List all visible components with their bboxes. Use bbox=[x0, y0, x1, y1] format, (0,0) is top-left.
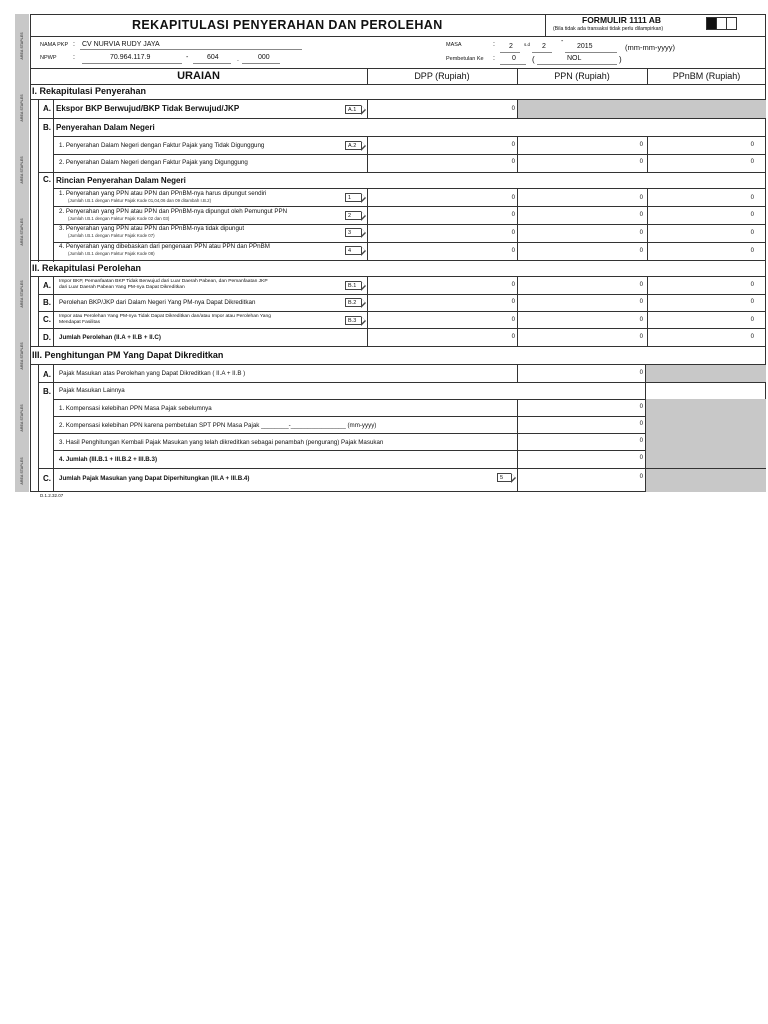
section3-b1-label: 1. Kompensasi kelebihan PPN Masa Pajak sebelumnya bbox=[59, 405, 212, 412]
form-note: (Bila tidak ada transaksi tidak perlu dilampirkan) bbox=[553, 26, 664, 32]
code-a2: A.2 bbox=[345, 141, 361, 150]
section1-c-label: Rincian Penyerahan Dalam Negeri bbox=[56, 176, 186, 185]
pembetulan-paren-close: ) bbox=[619, 55, 622, 64]
section1-c1-ppn: 0 bbox=[639, 195, 643, 201]
section3-a-label: Pajak Masukan atas Perolehan yang Dapat Dikreditkan ( II.A + II.B ) bbox=[59, 370, 246, 377]
section3-b4-value: 0 bbox=[639, 455, 643, 461]
staple-label: AREA STAPLES bbox=[20, 94, 24, 122]
npwp-label: NPWP bbox=[40, 55, 57, 61]
masa-year: 2015 bbox=[577, 43, 593, 50]
page-indicator-box bbox=[726, 17, 737, 30]
section1-b1-ppn: 0 bbox=[639, 142, 643, 148]
section1-c1-label: 1. Penyerahan yang PPN atau PPN dan PPnBM-nya harus dipungut sendiri bbox=[59, 190, 267, 197]
staple-label: AREA STAPLES bbox=[20, 457, 24, 485]
section2-d-ppn: 0 bbox=[639, 334, 643, 340]
npwp-part2: 604 bbox=[207, 54, 219, 61]
form-title: REKAPITULASI PENYERAHAN DAN PEROLEHAN bbox=[132, 18, 443, 32]
staple-area-strip bbox=[15, 14, 29, 492]
pembetulan-text: NOL bbox=[567, 55, 582, 62]
pembetulan-paren-open: ( bbox=[532, 55, 535, 64]
npwp-dash: - bbox=[186, 54, 189, 61]
section2-b-ppnbm: 0 bbox=[750, 299, 754, 305]
section2-title: II. Rekapitulasi Perolehan bbox=[32, 263, 142, 273]
column-header-dpp: DPP (Rupiah) bbox=[414, 71, 470, 81]
masa-format: (mm-mm-yyyy) bbox=[625, 43, 675, 52]
section1-c4-dpp: 0 bbox=[511, 248, 515, 254]
npwp-dot: . bbox=[237, 56, 239, 63]
pembetulan-value: 0 bbox=[512, 55, 516, 62]
section1-c3-ppn: 0 bbox=[639, 230, 643, 236]
masa-to: 2 bbox=[542, 43, 546, 50]
masa-label: MASA bbox=[446, 42, 462, 48]
section3-b2-value: 0 bbox=[639, 421, 643, 427]
footer-code: D.1.2.32.07 bbox=[40, 493, 64, 498]
section3-title: III. Penghitungan PM Yang Dapat Dikreditkan bbox=[32, 350, 224, 360]
shaded-cell bbox=[646, 365, 766, 382]
nama-pkp-value: CV NURVIA RUDY JAYA bbox=[82, 41, 160, 48]
section1-c3-ppnbm: 0 bbox=[750, 230, 754, 236]
section2-c-letter: C. bbox=[43, 315, 51, 324]
section2-c-label: Impor atau Perolehan Yang PM-nya Tidak Dapat Dikreditkan dan/atau Impor atau Perolehan Yang bbox=[59, 314, 271, 319]
masa-dash: - bbox=[561, 38, 564, 45]
section2-a-letter: A. bbox=[43, 281, 51, 290]
section3-a-value: 0 bbox=[639, 370, 643, 376]
npwp-colon: : bbox=[73, 54, 75, 61]
column-header-ppn: PPN (Rupiah) bbox=[554, 71, 610, 81]
section1-b1-dpp: 0 bbox=[511, 142, 515, 148]
section2-a-label2: dari Luar Daerah Pabean Yang PM-nya Dapat Dikreditkan bbox=[59, 285, 185, 290]
npwp-part3: 000 bbox=[258, 54, 270, 61]
section1-c3-dpp: 0 bbox=[511, 230, 515, 236]
pembetulan-label: Pembetulan Ke bbox=[446, 56, 484, 62]
section3-b3-label: 3. Hasil Penghitungan Kembali Pajak Masukan yang telah dikreditkan sebagai penambah (pengurang) Pajak Masukan bbox=[59, 439, 384, 446]
code-b2: B.2 bbox=[345, 298, 361, 307]
section3-c-label: Jumlah Pajak Masukan yang Dapat Diperhitungkan (III.A + III.B.4) bbox=[59, 475, 250, 482]
code-4: 4 bbox=[345, 246, 361, 255]
section1-c1-note: (Jumlah I.B.1 dengan Faktur Pajak Kode 01,04,06 dan 09 ditambah I.B.2) bbox=[68, 198, 212, 203]
code-5: 5 bbox=[497, 473, 511, 482]
section1-c1-ppnbm: 0 bbox=[750, 195, 754, 201]
section1-c3-label: 3. Penyerahan yang PPN atau PPN dan PPnBM-nya tidak dipungut bbox=[59, 225, 245, 232]
section2-d-ppnbm: 0 bbox=[750, 334, 754, 340]
section1-c4-ppn: 0 bbox=[639, 248, 643, 254]
section1-b2-ppnbm: 0 bbox=[750, 159, 754, 165]
section1-c4-label: 4. Penyerahan yang dibebaskan dari pengenaan PPN atau PPN dan PPnBM bbox=[59, 243, 270, 250]
section2-a-ppn: 0 bbox=[639, 282, 643, 288]
section1-c2-dpp: 0 bbox=[511, 212, 515, 218]
section1-a-dpp: 0 bbox=[511, 106, 515, 112]
code-1: 1 bbox=[345, 193, 361, 202]
section1-title: I. Rekapitulasi Penyerahan bbox=[32, 86, 147, 96]
section1-b2-ppn: 0 bbox=[639, 159, 643, 165]
section3-b3-value: 0 bbox=[639, 438, 643, 444]
section1-b2-dpp: 0 bbox=[511, 159, 515, 165]
code-b3: B.3 bbox=[345, 316, 361, 325]
section2-a-label: Impor BKP, Pemanfaatan BKP Tidak Berwujud dari Luar Daerah Pabean, dan Pemanfaatan JKP bbox=[59, 279, 268, 284]
section1-a-letter: A. bbox=[43, 104, 51, 113]
staple-label: AREA STAPLES bbox=[20, 156, 24, 184]
section3-b2-label: 2. Kompensasi kelebihan PPN karena pembetulan SPT PPN Masa Pajak ________-________________ (mm-yyyy) bbox=[59, 422, 377, 429]
section1-b2-label: 2. Penyerahan Dalam Negeri dengan Faktur Pajak yang Digunggung bbox=[59, 159, 248, 166]
pembetulan-colon: : bbox=[493, 55, 495, 62]
masa-from: 2 bbox=[509, 43, 513, 50]
staple-label: AREA STAPLES bbox=[20, 218, 24, 246]
masa-sd: s.d bbox=[524, 42, 531, 47]
column-header-uraian: URAIAN bbox=[177, 70, 220, 82]
code-2: 2 bbox=[345, 211, 361, 220]
section1-c4-note: (Jumlah I.B.1 dengan Faktur Pajak Kode 08) bbox=[68, 251, 155, 256]
section3-c-value: 0 bbox=[639, 474, 643, 480]
section2-b-label: Perolehan BKP/JKP dari Dalam Negeri Yang PM-nya Dapat Dikreditkan bbox=[59, 299, 256, 306]
section1-c-letter: C. bbox=[43, 175, 51, 184]
npwp-part1: 70.964.117.9 bbox=[110, 54, 151, 61]
section1-b1-ppnbm: 0 bbox=[750, 142, 754, 148]
section2-a-dpp: 0 bbox=[511, 282, 515, 288]
section1-b-letter: B. bbox=[43, 123, 51, 132]
section1-c2-note: (Jumlah I.B.1 dengan Faktur Pajak Kode 02 dan 03) bbox=[68, 216, 170, 221]
section3-b-label: Pajak Masukan Lainnya bbox=[59, 387, 125, 394]
form-code: FORMULIR 1111 AB bbox=[582, 15, 662, 25]
code-a1: A.1 bbox=[345, 105, 361, 114]
section2-a-ppnbm: 0 bbox=[750, 282, 754, 288]
code-3: 3 bbox=[345, 228, 361, 237]
section2-d-letter: D. bbox=[43, 333, 51, 342]
staple-label: AREA STAPLES bbox=[20, 342, 24, 370]
section2-b-dpp: 0 bbox=[511, 299, 515, 305]
section1-c4-ppnbm: 0 bbox=[750, 248, 754, 254]
staple-label: AREA STAPLES bbox=[20, 280, 24, 308]
staple-label: AREA STAPLES bbox=[20, 404, 24, 432]
section3-b4-label: 4. Jumlah (III.B.1 + III.B.2 + III.B.3) bbox=[59, 456, 157, 463]
section1-c3-note: (Jumlah I.B.1 dengan Faktur Pajak Kode 07) bbox=[68, 233, 155, 238]
section1-c1-dpp: 0 bbox=[511, 195, 515, 201]
section3-b-letter: B. bbox=[43, 387, 51, 396]
section2-b-ppn: 0 bbox=[639, 299, 643, 305]
shaded-cell bbox=[646, 469, 766, 492]
shaded-cell bbox=[518, 100, 766, 118]
shaded-cell bbox=[646, 399, 766, 468]
section3-a-letter: A. bbox=[43, 370, 51, 379]
section1-c2-ppn: 0 bbox=[639, 212, 643, 218]
section2-d-label: Jumlah Perolehan (II.A + II.B + II.C) bbox=[59, 334, 161, 341]
nama-pkp-colon: : bbox=[73, 41, 75, 48]
nama-pkp-label: NAMA PKP bbox=[40, 42, 69, 48]
column-header-ppnbm: PPnBM (Rupiah) bbox=[672, 71, 741, 81]
section1-a-label: Ekspor BKP Berwujud/BKP Tidak Berwujud/JKP bbox=[56, 104, 240, 113]
section2-b-letter: B. bbox=[43, 298, 51, 307]
staple-label: AREA STAPLES bbox=[20, 32, 24, 60]
section3-b1-value: 0 bbox=[639, 404, 643, 410]
masa-colon: : bbox=[493, 41, 495, 48]
section1-b-label: Penyerahan Dalam Negeri bbox=[56, 123, 155, 132]
section2-c-dpp: 0 bbox=[511, 317, 515, 323]
section1-c2-ppnbm: 0 bbox=[750, 212, 754, 218]
section2-c-ppn: 0 bbox=[639, 317, 643, 323]
section1-c2-label: 2. Penyerahan yang PPN atau PPN dan PPnBM-nya dipungut oleh Pemungut PPN bbox=[59, 208, 288, 215]
section2-c-ppnbm: 0 bbox=[750, 317, 754, 323]
section1-b1-label: 1. Penyerahan Dalam Negeri dengan Faktur Pajak yang Tidak Digunggung bbox=[59, 142, 265, 149]
section2-d-dpp: 0 bbox=[511, 334, 515, 340]
code-b1: B.1 bbox=[345, 281, 361, 290]
section3-c-letter: C. bbox=[43, 474, 51, 483]
section2-c-label2: Mendapat Fasilitas bbox=[59, 320, 101, 325]
